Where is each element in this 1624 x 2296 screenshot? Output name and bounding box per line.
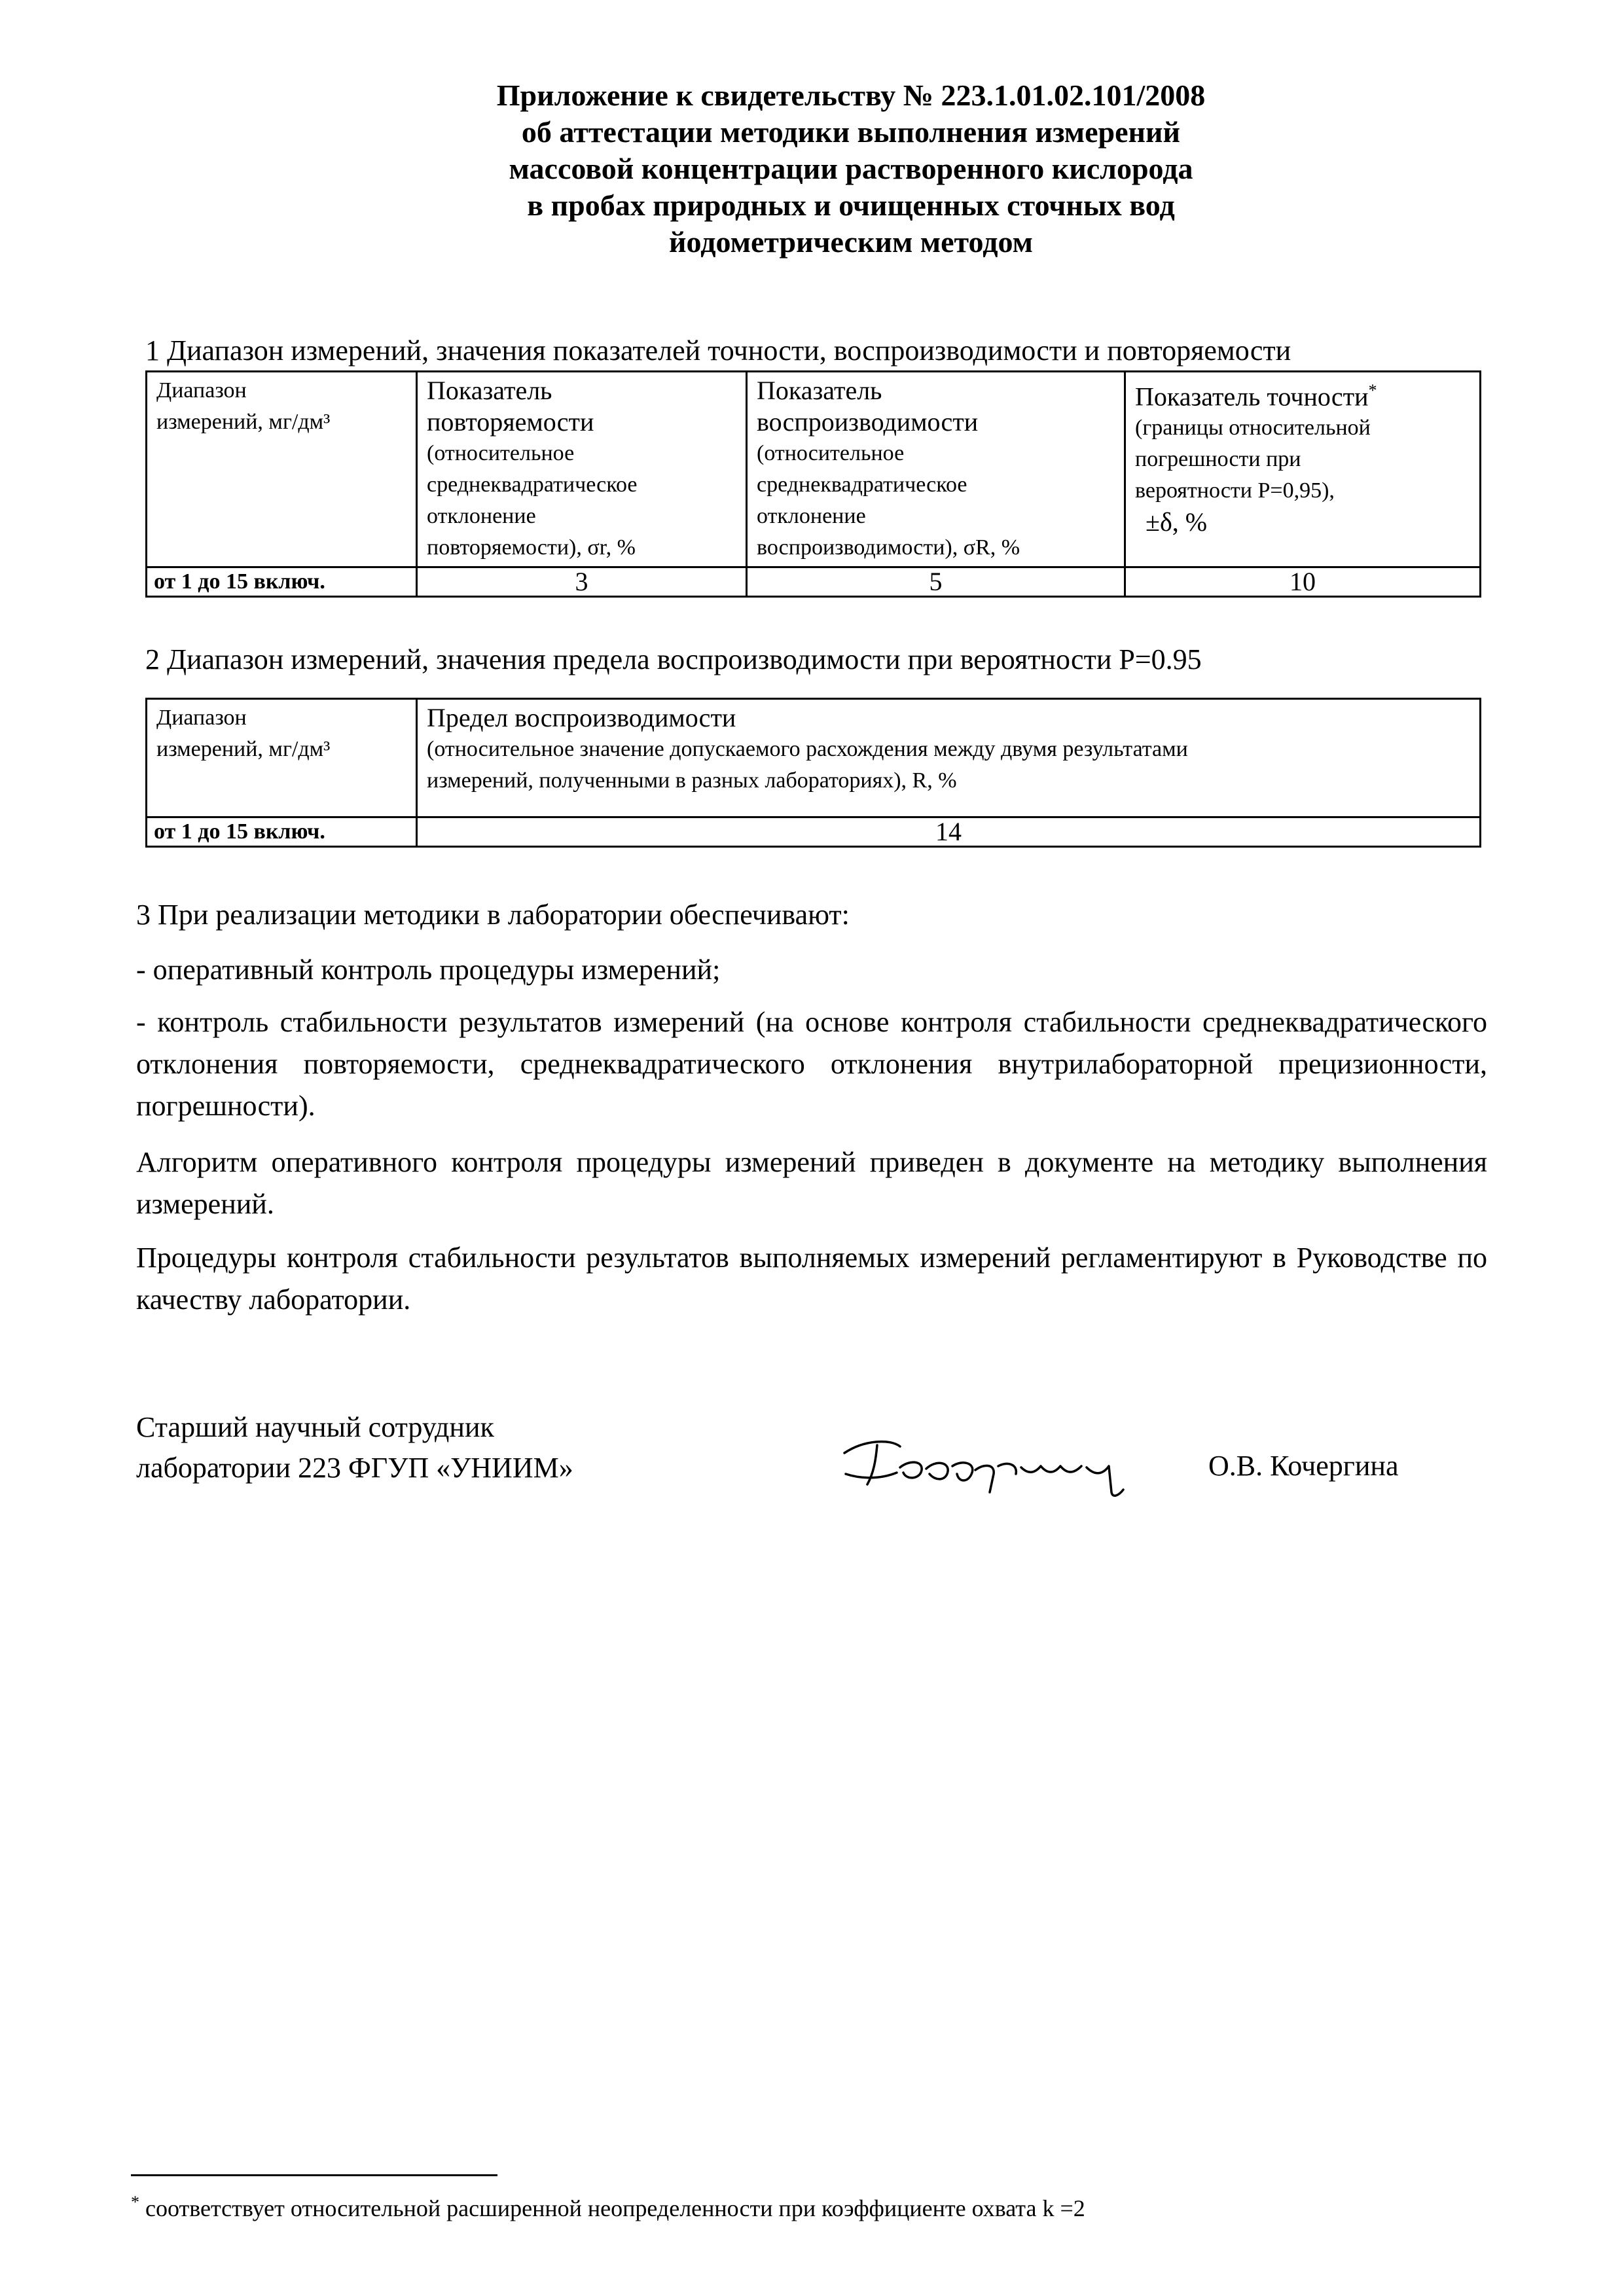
footnote <box>131 2193 1085 2222</box>
section-2-heading: 2 Диапазон измерений, значения предела воспроизводимости при вероятности P=0.95 <box>145 643 1202 675</box>
section-1-heading: 1 Диапазон измерений, значения показателей точности, воспроизводимости и повторяемости <box>145 334 1291 367</box>
paragraph: Алгоритм оперативного контроля процедуры измерений приведен в документе на методику выполнения измерений. <box>136 1146 1487 1220</box>
reproducibility-value: 5 <box>747 567 1125 597</box>
accuracy-table <box>145 370 1481 598</box>
title-line-2: об аттестации методики выполнения измерений <box>521 115 1181 149</box>
title-line-1: Приложение к свидетельству № 223.1.01.02.101/2008 <box>496 79 1206 112</box>
signatory-name: О.В. Кочергина <box>1208 1450 1399 1482</box>
reproducibility-limit-table <box>145 698 1481 848</box>
handwritten-signature <box>838 1427 1178 1499</box>
footnote-marker: * <box>131 2193 139 2212</box>
footnote-marker: * <box>1368 381 1377 400</box>
paragraph: Процедуры контроля стабильности результатов выполняемых измерений регламентируют в Руководстве по качеству лаборатории. <box>136 1242 1487 1316</box>
limit-table-header <box>147 699 1481 817</box>
repeatability-value: 3 <box>417 567 747 597</box>
limit-value: 14 <box>417 817 1481 847</box>
range-header: Диапазон измерений, мг/дм³ <box>147 699 417 817</box>
repeatability-header: Показатель повторяемости (относительное среднеквадратическое отклонение повторяемости), σr, % <box>417 372 747 567</box>
accuracy-header: Показатель точности* (границы относительной погрешности при вероятности P=0,95), ±δ, % <box>1125 372 1481 567</box>
range-header: Диапазон измерений, мг/дм³ <box>147 372 417 567</box>
document-title <box>327 77 1375 260</box>
title-line-4: в пробах природных и очищенных сточных вод <box>527 188 1175 222</box>
accuracy-table-header <box>147 372 1481 567</box>
signatory-position: Старший научный сотрудник лаборатории 223 ФГУП «УНИИМ» <box>136 1411 573 1484</box>
footnote-divider <box>131 2174 497 2176</box>
footnote-text: соответствует относительной расширенной неопределенности при коэффициенте охвата k =2 <box>145 2195 1085 2221</box>
limit-header: Предел воспроизводимости (относительное значение допускаемого расхождения между двумя результатами измерений, полученными в разных лабораториях), R, % <box>417 699 1481 817</box>
table-row <box>147 567 1481 597</box>
range-value: от 1 до 15 включ. <box>147 817 417 847</box>
list-item: - оперативный контроль процедуры измерений; <box>136 954 721 986</box>
section-3-heading: 3 При реализации методики в лаборатории обеспечивают: <box>136 899 850 931</box>
list-item: - контроль стабильности результатов измерений (на основе контроля стабильности среднеквадратического отклонения повторяемости, среднеквадратического отклонения внутрилабораторной прецизионности, погрешности). <box>136 1006 1487 1122</box>
accuracy-value: 10 <box>1125 567 1481 597</box>
reproducibility-header: Показатель воспроизводимости (относительное среднеквадратическое отклонение воспроизводимости), σR, % <box>747 372 1125 567</box>
title-line-5: йодометрическим методом <box>669 225 1033 259</box>
range-value: от 1 до 15 включ. <box>147 567 417 597</box>
title-line-3: массовой концентрации растворенного кислорода <box>509 152 1193 185</box>
table-row <box>147 817 1481 847</box>
